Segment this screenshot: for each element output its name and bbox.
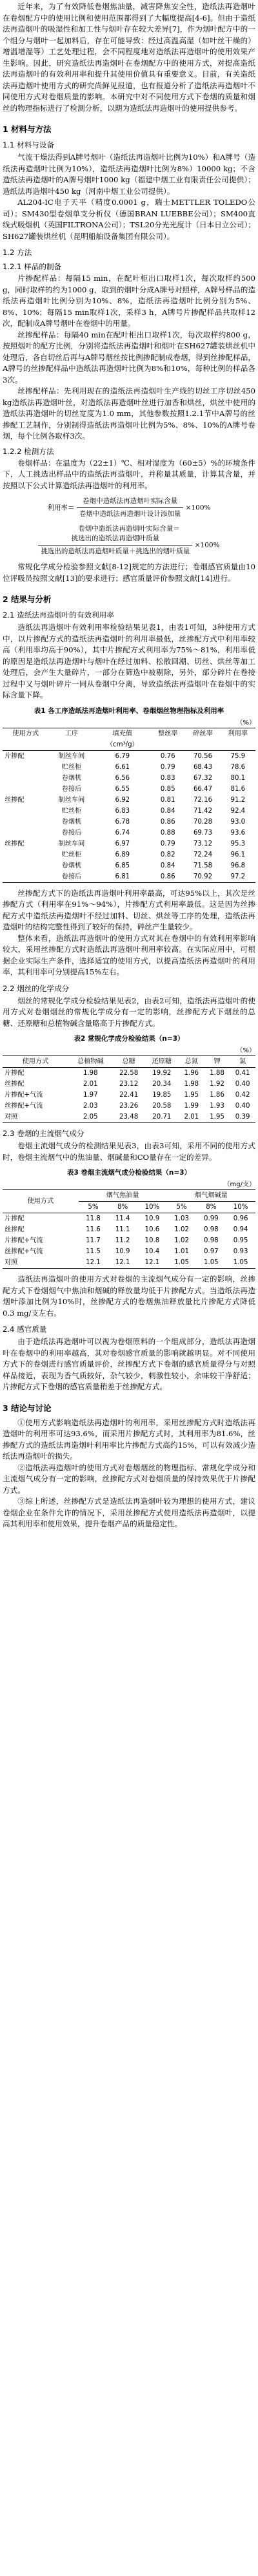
row-label xyxy=(3,871,48,883)
table-cell: 6.56 xyxy=(115,774,130,782)
column-header: 使用方式 xyxy=(3,728,48,739)
table-row xyxy=(3,871,255,883)
column-header: 总植物碱 xyxy=(68,1056,113,1068)
table-cell: 20.58 xyxy=(152,1103,172,1110)
table-cell: 0.84 xyxy=(160,807,175,815)
column-subheader xyxy=(185,739,220,751)
table-row xyxy=(3,1068,255,1079)
column-group-header: 烟气焦油量 xyxy=(79,1190,167,1202)
table-body xyxy=(3,750,255,882)
formula-factor: ×100% xyxy=(194,541,220,549)
table-cell: 0.41 xyxy=(235,1070,250,1077)
subsection-heading: 2.3 卷烟的主流烟气成分 xyxy=(3,1129,84,1138)
table-cell: 93.6 xyxy=(230,829,246,837)
row-label: 丝掺配 xyxy=(5,840,25,848)
paragraph: 丝掺配方式下的造纸法再造烟叶利用率最高，可达95%以上，其次是丝掺配方式（利用率在91%～94%），片掺配方式利用率最低。这是因为丝掺配方式中造纸法再造烟叶不经过加料、切丝、烘丝等工序的处理，造纸法再造烟叶的结构完整性得到了较好的保持，碎丝产生量较少。 xyxy=(3,888,255,931)
table-cell: 制丝车间 xyxy=(58,752,85,760)
row-label: 丝掺配 xyxy=(5,1081,25,1088)
paragraph: 卷烟样品：在温度为（22±1）℃、相对湿度为（60±5）%的环境条件下，人工挑选出样品中的造纸法再造烟叶，并称量其质量，计算其含量，并按照以下公式计算造纸法再造烟叶的利用率。 xyxy=(3,458,255,490)
row-label: 丝掺配+气流 xyxy=(5,1103,43,1110)
table-cell: 1.98 xyxy=(83,1070,98,1077)
table-cell: 6.78 xyxy=(115,818,130,826)
column-header: 碎丝率 xyxy=(185,728,220,739)
row-label: 片掺配+气流 xyxy=(5,1092,43,1099)
table-cell: 10.9 xyxy=(115,1248,130,1255)
column-group-header: 烟气烟碱量 xyxy=(167,1190,255,1202)
table-cell: 72.24 xyxy=(193,851,213,858)
table-row xyxy=(3,773,255,784)
table-cell: 75.9 xyxy=(230,752,246,760)
table-1 xyxy=(3,706,255,883)
paper-page xyxy=(3,1,255,1530)
table-cell: 6.92 xyxy=(115,796,130,804)
table-cell: 71.58 xyxy=(193,862,213,869)
table-cell: 19.85 xyxy=(152,1092,172,1099)
table-cell: 11.4 xyxy=(115,1215,130,1222)
table-cell: 23.26 xyxy=(119,1103,139,1110)
table-cell: 卷烟机 xyxy=(61,818,82,826)
data-table xyxy=(3,1189,255,1269)
table-cell: 卷接后 xyxy=(61,785,82,793)
table-cell: 0.94 xyxy=(233,1226,248,1233)
table-cell: 70.56 xyxy=(193,752,213,760)
section-heading: 1 材料与方法 xyxy=(3,124,52,134)
table-cell: 67.32 xyxy=(193,774,213,782)
table-cell: 11.8 xyxy=(86,1215,101,1222)
table-cell: 0.79 xyxy=(160,840,175,848)
row-label xyxy=(3,773,48,784)
table-cell: 70.28 xyxy=(193,818,213,826)
table-cell: 贮丝柜 xyxy=(61,763,82,771)
table-cell: 0.39 xyxy=(230,1112,255,1123)
paragraph: ③综上所述，丝掺配方式是造纸法再造烟叶较为理想的使用方式，建议卷烟企业在条件允许的情况下，采用丝掺配方式使用造纸法再造烟叶，以提高其利用率和使用效果，提升卷烟产品的质量稳定性。 xyxy=(3,1497,255,1528)
column-header: 填充值 xyxy=(95,728,151,739)
table-row xyxy=(3,1224,255,1235)
table-cell: 1.02 xyxy=(174,1237,189,1244)
table-cell: 6.55 xyxy=(115,785,130,793)
table-cell: 2.05 xyxy=(68,1112,113,1123)
table-cell: 6.85 xyxy=(115,862,130,869)
table-unit: （mg/支） xyxy=(223,1181,255,1188)
row-label xyxy=(3,806,48,817)
table-cell: 10.4 xyxy=(144,1248,160,1255)
table-cell: 93.0 xyxy=(230,818,246,826)
data-table xyxy=(3,1056,255,1123)
table-cell: 19.92 xyxy=(152,1070,172,1077)
table-2 xyxy=(3,1034,255,1123)
table-cell: 73.12 xyxy=(193,840,213,848)
table-row xyxy=(3,784,255,795)
table-cell: 96.8 xyxy=(230,862,246,869)
table-cell: 0.97 xyxy=(203,1248,219,1255)
table-unit: （%） xyxy=(236,719,255,726)
row-label xyxy=(3,828,48,838)
paragraph: 气流干燥法得到A牌号烟叶（造纸法再造烟叶比例为10%）和A牌号（造纸法再造烟叶比例为10%），造纸法再造烟叶比例为8%）10000 kg；不含造纸法再造烟叶的A牌号烟叶1000 kg（福建中烟工业有限责任公司提供）；造纸法再造烟叶450 kg（河南中烟工业公司提供）。 xyxy=(3,153,255,196)
column-header: 使用方式 xyxy=(3,1190,79,1213)
table-unit: （%） xyxy=(236,1047,255,1054)
table-cell: 0.40 xyxy=(235,1103,250,1110)
paragraph: 造纸法再造烟叶的使用方式对卷烟的主流烟气成分有一定的影响，丝掺配方式下卷烟烟气中焦油和烟碱的释放量均低于片掺配方式。当造纸法再造烟叶添加比例为10%时，丝掺配方式的卷烟焦油释放量比片掺配方式降低0.3 mg/支左右。 xyxy=(3,1274,255,1318)
row-label xyxy=(3,762,48,773)
column-subheader xyxy=(150,739,185,751)
formula-numerator: 卷烟中造纸法再造烟叶实际含量 xyxy=(77,497,184,508)
table-row xyxy=(3,762,255,773)
table-cell: 卷烟机 xyxy=(61,774,82,782)
table-row xyxy=(3,828,255,838)
table-cell: 1.88 xyxy=(210,1070,224,1077)
table-cell: 0.86 xyxy=(150,871,185,883)
table-cell: 23.48 xyxy=(113,1112,145,1123)
table-cell: 68.43 xyxy=(193,763,213,771)
table-cell: 22.58 xyxy=(119,1070,139,1077)
table-cell: 11.7 xyxy=(86,1237,101,1244)
table-cell: 0.42 xyxy=(235,1092,250,1099)
table-cell: 0.98 xyxy=(203,1237,219,1244)
table-cell: 0.79 xyxy=(160,763,175,771)
row-label: 片掺配 xyxy=(5,1070,25,1077)
column-header: 利用率 xyxy=(221,728,255,739)
formula-factor: ×100% xyxy=(185,504,211,512)
table-cell: 11.5 xyxy=(86,1248,101,1255)
column-header: 钾 xyxy=(204,1056,230,1068)
paragraph: 近年来，为了有效降低卷烟焦油量，减害降焦安全性，造纸法再造烟叶在卷烟配方中的使用比例和使用范围都得到了大幅度提高[4-6]。但由于造纸法再造烟叶的吸湿性和加工性与烟叶存在较大差异[7]，作为烟叶配方中的一个组分与烟叶一起加料后，存在可能导致：经过高温高湿（如叶丝干燥的）增温增湿等）工艺处理过程，会不同程度地对造纸法再造烟叶的使用效果产生影响。因此，研究造纸法再造烟叶在卷烟配方中的使用方式，对提高造纸法再造烟叶的有效利用率和提升其使用价值具有重要意义。目前，有关造纸法再造烟叶使用方式的研究尚鲜见报道，也有报道分析了造纸法再造烟叶不同使用方式对卷烟质量的影响。本研究中对不同使用方式下卷烟的质量和烟丝的物理指标进行了检测分析，以期为造纸法再造烟叶的使用提供参考。 xyxy=(3,2,255,113)
table-cell: 6.74 xyxy=(115,829,130,837)
table-cell: 2.03 xyxy=(83,1103,98,1110)
column-subheader: （cm³/g） xyxy=(95,739,151,751)
table-cell: 制丝车间 xyxy=(58,840,85,848)
table-cell: 0.86 xyxy=(160,818,175,826)
paragraph: 卷烟主流烟气成分的检测结果见表3，由表3可知，采用不同的使用方式时，卷烟主流烟气中的焦油量、烟碱量和CO量存在一定的差异。 xyxy=(3,1141,255,1162)
column-header: 总糖 xyxy=(113,1056,145,1068)
table-cell: 2.01 xyxy=(83,1081,98,1088)
row-label: 片掺配 xyxy=(5,1215,25,1222)
table-cell: 0.95 xyxy=(233,1237,248,1244)
column-header: 总氮 xyxy=(179,1056,204,1068)
paragraph: AL204-IC电子天平（精度0.0001 g，瑞士METTLER TOLEDO公司）；SM430型卷烟单支分析仪（德国BRAN LUEBBE公司）；SM400直线式吸烟机（英国FILTRONA公司）；TSL20分光光度计（日本日立公司）；SH627罐装烘丝机（昆明船舶设备集团有限公司）。 xyxy=(3,198,255,241)
paragraph: 整体来看，造纸法再造烟叶的使用方式对其在卷烟中的有效利用率影响较大，采用丝掺配方式时造纸法再造烟叶利用率较高。在实际应用中，可根据企业实际生产条件，选择适宜的使用方式，以提高造纸法再造烟叶的利用率，其利用率可分别提高15%左右。 xyxy=(3,933,255,976)
table-row xyxy=(3,1246,255,1257)
table-cell: 1.98 xyxy=(184,1081,199,1088)
table-cell: 1.02 xyxy=(174,1226,189,1233)
row-label: 对照 xyxy=(3,1257,79,1269)
subsection-heading: 2.1 造纸法再造烟叶的有效利用率 xyxy=(3,611,114,620)
row-label: 片掺配+气流 xyxy=(5,1237,43,1244)
formula-fraction xyxy=(38,534,192,556)
table-cell: 6.97 xyxy=(115,840,130,848)
table-row xyxy=(3,806,255,817)
table-cell: 1.95 xyxy=(184,1092,199,1099)
table-cell: 11.6 xyxy=(86,1226,101,1233)
subsubsection-heading: 1.2.1 样品的制备 xyxy=(3,262,62,271)
table-cell: 0.85 xyxy=(160,785,175,793)
table-cell: 70.92 xyxy=(185,871,220,883)
table-cell: 11.2 xyxy=(115,1237,130,1244)
paragraph: ②造纸法再造烟叶的使用方式对卷烟烟丝的物理指标、常规化学成分和主流烟气成分有一定的影响，丝掺配方式对卷烟质量的保持效果优于片掺配方式。 xyxy=(3,1463,255,1495)
paragraph: 丝掺配样品：先利用现在的造纸法再造烟叶生产线的切丝工序切丝450 kg造纸法再造烟叶丝，对造纸法再造烟叶丝进行加香和烘丝，烘丝中使用的造纸法再造烟叶的切丝宽度为1.0 mm，其他参数按照1.2.1节中A牌号的丝掺配工艺制作，分别制得造纸法再造烟叶比例为5%、8%、10%的A牌号卷烟，每个比例各取样3次。 xyxy=(3,386,255,440)
table-row xyxy=(3,1090,255,1101)
table-caption: 表1 各工序造纸法再造烟叶利用率、卷烟烟丝物理指标及利用率 xyxy=(34,706,224,715)
table-caption: 表3 卷烟主流烟气成分检验结果（n=3） xyxy=(66,1169,192,1177)
row-label: 丝掺配 xyxy=(5,796,25,804)
intro xyxy=(3,1,255,114)
formula-label: 利用率 xyxy=(47,504,68,512)
table-row xyxy=(3,1112,255,1123)
table-body xyxy=(3,1213,255,1269)
table-cell: 10.8 xyxy=(144,1237,160,1244)
table-cell: 95.3 xyxy=(230,840,246,848)
table-row xyxy=(3,1079,255,1090)
column-subheader: 8% xyxy=(108,1202,137,1213)
table-row xyxy=(3,1257,255,1269)
table-cell: 1.92 xyxy=(210,1081,224,1088)
table-cell: 1.05 xyxy=(226,1257,255,1269)
table-row xyxy=(3,1213,255,1225)
table-row xyxy=(3,795,255,806)
table-cell: 1.05 xyxy=(167,1257,197,1269)
table-cell: 0.40 xyxy=(235,1081,250,1088)
subsection-heading: 1.1 材料与设备 xyxy=(3,140,55,149)
table-cell: 12.1 xyxy=(79,1257,108,1269)
column-subheader: 10% xyxy=(137,1202,167,1213)
paragraph: 造纸法再造烟叶有效利用率检验结果见表1，由表1可知，3种使用方式中，以片掺配方式的造纸法再造烟叶的利用率最低，丝掺配方式中利用率较高（利用率均高于90%），其中片掺配方式利用率为75%～81%，利用率低的原因是造纸法再造烟叶与烟叶在经过加料、松散回潮、切丝、烘丝等加工处理后，会产生大量碎片，一部分在筛选中被剔除，另外，部分碎片在卷接过程中又与烟叶碎片一同从卷烟中分离，导致造纸法再造烟叶在卷烟中的实际含量下降。 xyxy=(3,623,255,699)
column-subheader: 5% xyxy=(167,1202,197,1213)
table-cell: 6.81 xyxy=(95,871,151,883)
table-cell: 0.96 xyxy=(233,1215,248,1222)
column-header: 还原糖 xyxy=(145,1056,179,1068)
table-cell: 0.98 xyxy=(203,1226,219,1233)
utilization-formula: 利用率＝ $\frac{\text{卷烟中造纸法再造烟叶实际含量}}{\text{卷烟中造纸法再造烟叶设计添加量}}$ ×100% xyxy=(47,497,211,518)
table-cell: 1.95 xyxy=(204,1112,230,1123)
table-cell: 1.86 xyxy=(210,1092,224,1099)
column-header: 使用方式 xyxy=(3,1056,68,1068)
subsection-heading: 2.4 感官质量 xyxy=(3,1325,47,1334)
subsubsection-heading: 1.2.2 检测方法 xyxy=(3,446,54,456)
table-cell: 卷接后 xyxy=(48,871,94,883)
table-cell: 12.1 xyxy=(137,1257,167,1269)
table-row xyxy=(3,1101,255,1112)
table-row xyxy=(3,838,255,849)
table-cell: 卷接后 xyxy=(61,829,82,837)
row-label xyxy=(3,860,48,871)
table-cell: 制丝车间 xyxy=(58,796,85,804)
table-cell: 1.97 xyxy=(83,1092,98,1099)
table-cell: 92.4 xyxy=(230,807,246,815)
column-header: 氯 xyxy=(230,1056,255,1068)
table-cell: 20.34 xyxy=(152,1081,172,1088)
subsection-heading: 2.2 烟丝的化学成分 xyxy=(3,983,70,993)
column-subheader: 8% xyxy=(196,1202,226,1213)
column-subheader xyxy=(221,739,255,751)
table-cell: 80.1 xyxy=(230,774,246,782)
paragraph: 常规化学成分检验参照文献[8-12]规定的方法进行；卷烟感官质量由10位评吸员按照文献[13]的要求进行；感官质量评价参照文献[14]进行。 xyxy=(3,562,255,583)
paragraph: 丝掺配样品：每隔40 min在配叶柜出口取样1次，每次取样约800 g，按照烟叶的配方比例，分别将造纸法再造烟叶和烟叶在SH627罐装烘丝机中处理后，各自切丝后再与A牌号烟丝按比例掺配制成卷烟，得到丝掺配样品，A牌号的丝掺配样品中造纸法再造烟叶比例为8%和10%，每种比例的样品各3次。 xyxy=(3,330,255,384)
paragraph: 片掺配样品：每隔15 min，在配叶柜出口取样1次，每次取样约500 g，同时取样的约为1000 g，取到的烟叶分成A牌号对照样，A牌号样品的造纸法再造烟叶比例分别为10%、8%，造纸法再造烟叶比例分别为5%、8%、10%；每隔15 min取样1次，采样3 h，A牌号片掺配样品共取样12次，配制成A牌号烟叶在卷烟中的用量。 xyxy=(3,274,255,328)
table-cell: 71.42 xyxy=(193,807,213,815)
table-cell: 6.83 xyxy=(115,807,130,815)
table-3 xyxy=(3,1168,255,1269)
table-cell: 1.03 xyxy=(174,1215,189,1222)
row-label: 片掺配 xyxy=(5,752,25,760)
table-cell: 66.47 xyxy=(193,785,213,793)
row-label xyxy=(3,849,48,860)
column-header: 工序 xyxy=(48,728,94,739)
column-subheader: 5% xyxy=(79,1202,108,1213)
row-label xyxy=(3,817,48,828)
table-cell: 1.93 xyxy=(210,1103,224,1110)
formula-denominator: 卷烟中造纸法再造烟叶设计添加量 xyxy=(79,510,181,518)
row-label: 对照 xyxy=(3,1112,68,1123)
formula-denominator: 挑选出的造纸法再造烟叶质量＋挑选出的烟叶质量 xyxy=(41,547,190,555)
table-cell: 81.6 xyxy=(230,785,246,793)
table-cell: 12.1 xyxy=(108,1257,137,1269)
table-cell: 10.9 xyxy=(144,1215,160,1222)
table-cell: 97.2 xyxy=(221,871,255,883)
subsection-heading: 1.2 方法 xyxy=(3,248,32,257)
table-cell: 0.93 xyxy=(233,1248,248,1255)
table-cell: 20.71 xyxy=(145,1112,179,1123)
row-label xyxy=(3,784,48,795)
table-cell: 2.01 xyxy=(179,1112,204,1123)
section-heading: 2 结果与分析 xyxy=(3,594,52,604)
table-caption: 表2 常规化学成分检验结果（n=3） xyxy=(74,1035,184,1043)
row-label: 丝掺配 xyxy=(5,1226,25,1233)
table-cell: 贮丝柜 xyxy=(61,807,82,815)
column-header: 整丝率 xyxy=(150,728,185,739)
table-cell: 1.01 xyxy=(174,1248,189,1255)
data-table xyxy=(3,728,255,883)
formula-label: 卷烟中造纸法再造烟叶实际含量 xyxy=(78,525,174,533)
table-cell: 1.05 xyxy=(196,1257,226,1269)
table-cell: 10.6 xyxy=(144,1226,160,1233)
table-cell: 0.81 xyxy=(160,796,175,804)
table-cell: 1.96 xyxy=(184,1070,199,1077)
paragraph: 烟丝的常规化学成分检验结果见表2，由表2可知，造纸法再造烟叶的使用方式对卷烟烟丝的常规化学成分有一定的影响，丝掺配方式下烟丝的总糖、还原糖和总植物碱含量略高于片掺配方式。 xyxy=(3,996,255,1028)
table-cell: 69.73 xyxy=(193,829,213,837)
table-cell: 1.99 xyxy=(184,1103,199,1110)
table-cell: 0.83 xyxy=(160,774,175,782)
table-cell: 0.82 xyxy=(160,851,175,858)
column-subheader xyxy=(3,739,48,751)
table-cell: 72.16 xyxy=(193,796,213,804)
table-cell: 96.1 xyxy=(230,851,246,858)
column-subheader xyxy=(48,739,94,751)
table-row xyxy=(3,860,255,871)
table-cell: 0.99 xyxy=(203,1215,219,1222)
table-cell: 0.84 xyxy=(160,862,175,869)
table-row xyxy=(3,1235,255,1246)
table-cell: 0.88 xyxy=(160,829,175,837)
table-cell: 卷烟机 xyxy=(61,862,82,869)
table-cell: 23.12 xyxy=(119,1081,139,1088)
table-cell: 11.1 xyxy=(115,1226,130,1233)
table-row xyxy=(3,750,255,762)
table-cell: 22.41 xyxy=(119,1092,139,1099)
table-row xyxy=(3,817,255,828)
table-body xyxy=(3,1068,255,1123)
table-cell: 6.61 xyxy=(115,763,130,771)
paragraph: ①使用方式影响造纸法再造烟叶的利用率，采用丝掺配方式时造纸法再造烟叶的利用率可达93.6%，而采用片掺配方式时，其利用率为81.6%，丝掺配方式的造纸法再造烟叶利用率比片掺配方式高约15%，可以有效减少造纸法再造烟叶的损失。 xyxy=(3,1417,255,1461)
section-heading: 3 结论与讨论 xyxy=(3,1403,52,1413)
column-subheader: 10% xyxy=(226,1202,255,1213)
table-cell: 91.2 xyxy=(230,796,246,804)
table-cell: 贮丝柜 xyxy=(61,851,82,858)
table-cell: 78.6 xyxy=(230,763,246,771)
row-label: 丝掺配+气流 xyxy=(5,1248,43,1255)
formula-numerator: 挑选出的造纸法再造烟叶质量 xyxy=(38,534,192,545)
table-cell: 6.89 xyxy=(115,851,130,858)
table-cell: 0.76 xyxy=(160,752,175,760)
content-formula: 卷烟中造纸法再造烟叶实际含量＝ $\frac{\text{挑选出的造纸法再造烟叶质量}}{\text{挑选出的造纸法再造烟叶质量＋挑选出的烟叶质量}}$ ×100% xyxy=(3,524,255,556)
table-row xyxy=(3,849,255,860)
paragraph: 由于造纸法再造烟叶可以视为卷烟原料的一个组成部分，造纸法再造烟叶在卷烟中的利用率越高，其对卷烟感官质量的影响就越明显。对不同使用方式下的卷烟进行感官质量评价，丝掺配方式下卷烟的感官质量得分与对照样品接近，表现为香气质较好，杂气较少，刺激性较小，余味较干净舒适；片掺配方式下卷烟的感官质量稍差于丝掺配方式。 xyxy=(3,1337,255,1391)
formula-fraction xyxy=(77,497,184,519)
table-cell: 6.79 xyxy=(115,752,130,760)
